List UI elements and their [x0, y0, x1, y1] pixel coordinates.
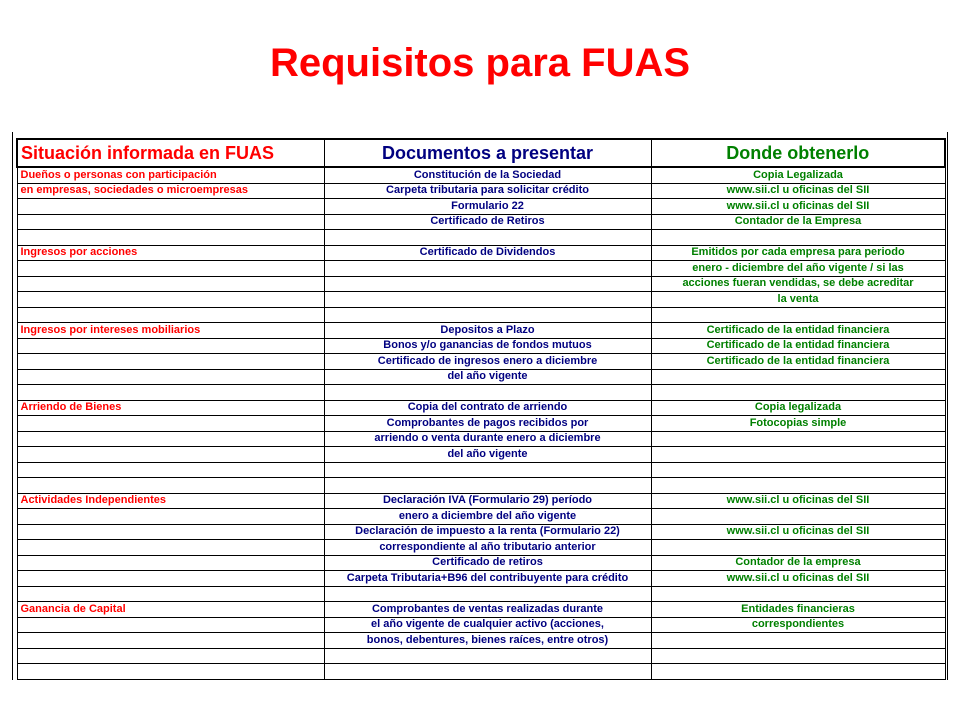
donde-cell: www.sii.cl u oficinas del SII	[651, 183, 945, 199]
situacion-cell: Ingresos por acciones	[17, 245, 324, 261]
situacion-cell	[17, 524, 324, 540]
table-row	[17, 385, 945, 401]
table-row	[17, 323, 945, 339]
table-header-row	[17, 139, 945, 167]
documento-cell: Depositos a Plazo	[324, 323, 651, 339]
table-row	[17, 462, 945, 478]
table-row	[17, 571, 945, 587]
header-documentos: Documentos a presentar	[324, 139, 651, 167]
table-row	[17, 276, 945, 292]
table-row	[17, 431, 945, 447]
donde-cell	[651, 385, 945, 401]
donde-cell: Entidades financieras	[651, 602, 945, 618]
table-row	[17, 509, 945, 525]
table-row	[17, 338, 945, 354]
donde-cell	[651, 230, 945, 246]
documento-cell: Copia del contrato de arriendo	[324, 400, 651, 416]
situacion-cell	[17, 199, 324, 215]
situacion-cell: en empresas, sociedades o microempresas	[17, 183, 324, 199]
header-donde: Donde obtenerlo	[651, 139, 945, 167]
documento-cell: Declaración IVA (Formulario 29) período	[324, 493, 651, 509]
situacion-cell	[17, 664, 324, 680]
documento-cell	[324, 292, 651, 308]
donde-cell: Certificado de la entidad financiera	[651, 354, 945, 370]
table-row	[17, 400, 945, 416]
requirements-table	[16, 138, 946, 680]
situacion-cell	[17, 633, 324, 649]
table-row	[17, 586, 945, 602]
table-row	[17, 540, 945, 556]
donde-cell: www.sii.cl u oficinas del SII	[651, 571, 945, 587]
documento-cell	[324, 478, 651, 494]
donde-cell: enero - diciembre del año vigente / si las	[651, 261, 945, 277]
situacion-cell	[17, 617, 324, 633]
situacion-cell	[17, 230, 324, 246]
table-row	[17, 261, 945, 277]
situacion-cell	[17, 447, 324, 463]
documento-cell	[324, 276, 651, 292]
donde-cell	[651, 586, 945, 602]
donde-cell	[651, 478, 945, 494]
donde-cell: Fotocopias simple	[651, 416, 945, 432]
documento-cell: Carpeta Tributaria+B96 del contribuyente para crédito	[324, 571, 651, 587]
table-row	[17, 664, 945, 680]
documento-cell: correspondiente al año tributario anterior	[324, 540, 651, 556]
documento-cell: Declaración de impuesto a la renta (Formulario 22)	[324, 524, 651, 540]
documento-cell: bonos, debentures, bienes raíces, entre otros)	[324, 633, 651, 649]
donde-cell: correspondientes	[651, 617, 945, 633]
donde-cell: Copia Legalizada	[651, 167, 945, 183]
table-row	[17, 183, 945, 199]
situacion-cell: Actividades Independientes	[17, 493, 324, 509]
situacion-cell	[17, 555, 324, 571]
situacion-cell	[17, 385, 324, 401]
donde-cell	[651, 447, 945, 463]
donde-cell: la venta	[651, 292, 945, 308]
table-row	[17, 245, 945, 261]
documento-cell	[324, 261, 651, 277]
spreadsheet	[12, 132, 948, 680]
documento-cell: Certificado de Dividendos	[324, 245, 651, 261]
documento-cell: Certificado de Retiros	[324, 214, 651, 230]
donde-cell	[651, 462, 945, 478]
situacion-cell	[17, 307, 324, 323]
situacion-cell	[17, 586, 324, 602]
situacion-cell	[17, 571, 324, 587]
donde-cell: Emitidos por cada empresa para periodo	[651, 245, 945, 261]
table-row	[17, 369, 945, 385]
table-row	[17, 292, 945, 308]
table-row	[17, 478, 945, 494]
situacion-cell	[17, 214, 324, 230]
donde-cell	[651, 664, 945, 680]
table-row	[17, 633, 945, 649]
donde-cell	[651, 540, 945, 556]
table-row	[17, 214, 945, 230]
donde-cell: Contador de la empresa	[651, 555, 945, 571]
documento-cell: Certificado de retiros	[324, 555, 651, 571]
donde-cell	[651, 369, 945, 385]
situacion-cell: Arriendo de Bienes	[17, 400, 324, 416]
situacion-cell	[17, 292, 324, 308]
documento-cell	[324, 385, 651, 401]
documento-cell	[324, 586, 651, 602]
documento-cell: el año vigente de cualquier activo (acciones,	[324, 617, 651, 633]
documento-cell: Constitución de la Sociedad	[324, 167, 651, 183]
situacion-cell	[17, 540, 324, 556]
donde-cell: Certificado de la entidad financiera	[651, 338, 945, 354]
table-row	[17, 555, 945, 571]
donde-cell: acciones fueran vendidas, se debe acreditar	[651, 276, 945, 292]
donde-cell	[651, 509, 945, 525]
documento-cell	[324, 230, 651, 246]
table-row	[17, 617, 945, 633]
situacion-cell	[17, 369, 324, 385]
documento-cell	[324, 648, 651, 664]
documento-cell: Bonos y/o ganancias de fondos mutuos	[324, 338, 651, 354]
table-row	[17, 167, 945, 183]
documento-cell: del año vigente	[324, 369, 651, 385]
donde-cell: www.sii.cl u oficinas del SII	[651, 199, 945, 215]
documento-cell	[324, 462, 651, 478]
situacion-cell	[17, 509, 324, 525]
situacion-cell	[17, 648, 324, 664]
situacion-cell: Ganancia de Capital	[17, 602, 324, 618]
table-row	[17, 524, 945, 540]
documento-cell	[324, 664, 651, 680]
table-row	[17, 230, 945, 246]
documento-cell: del año vigente	[324, 447, 651, 463]
donde-cell: Certificado de la entidad financiera	[651, 323, 945, 339]
table-row	[17, 493, 945, 509]
table-row	[17, 354, 945, 370]
table-row	[17, 307, 945, 323]
situacion-cell	[17, 478, 324, 494]
donde-cell	[651, 648, 945, 664]
situacion-cell	[17, 354, 324, 370]
donde-cell: www.sii.cl u oficinas del SII	[651, 524, 945, 540]
situacion-cell	[17, 261, 324, 277]
documento-cell: arriendo o venta durante enero a diciembre	[324, 431, 651, 447]
situacion-cell	[17, 462, 324, 478]
situacion-cell	[17, 338, 324, 354]
donde-cell	[651, 633, 945, 649]
page-title: Requisitos para FUAS	[269, 41, 691, 85]
donde-cell	[651, 307, 945, 323]
situacion-cell: Dueños o personas con participación	[17, 167, 324, 183]
documento-cell	[324, 307, 651, 323]
documento-cell: Comprobantes de pagos recibidos por	[324, 416, 651, 432]
table-row	[17, 447, 945, 463]
situacion-cell	[17, 431, 324, 447]
table-row	[17, 199, 945, 215]
documento-cell: enero a diciembre del año vigente	[324, 509, 651, 525]
table-row	[17, 602, 945, 618]
table-row	[17, 648, 945, 664]
documento-cell: Formulario 22	[324, 199, 651, 215]
donde-cell: www.sii.cl u oficinas del SII	[651, 493, 945, 509]
situacion-cell	[17, 276, 324, 292]
donde-cell	[651, 431, 945, 447]
header-situacion: Situación informada en FUAS	[17, 139, 324, 167]
donde-cell: Contador de la Empresa	[651, 214, 945, 230]
situacion-cell: Ingresos por intereses mobiliarios	[17, 323, 324, 339]
table-row	[17, 416, 945, 432]
documento-cell: Certificado de ingresos enero a diciembre	[324, 354, 651, 370]
situacion-cell	[17, 416, 324, 432]
documento-cell: Carpeta tributaria para solicitar crédito	[324, 183, 651, 199]
documento-cell: Comprobantes de ventas realizadas durante	[324, 602, 651, 618]
donde-cell: Copia legalizada	[651, 400, 945, 416]
